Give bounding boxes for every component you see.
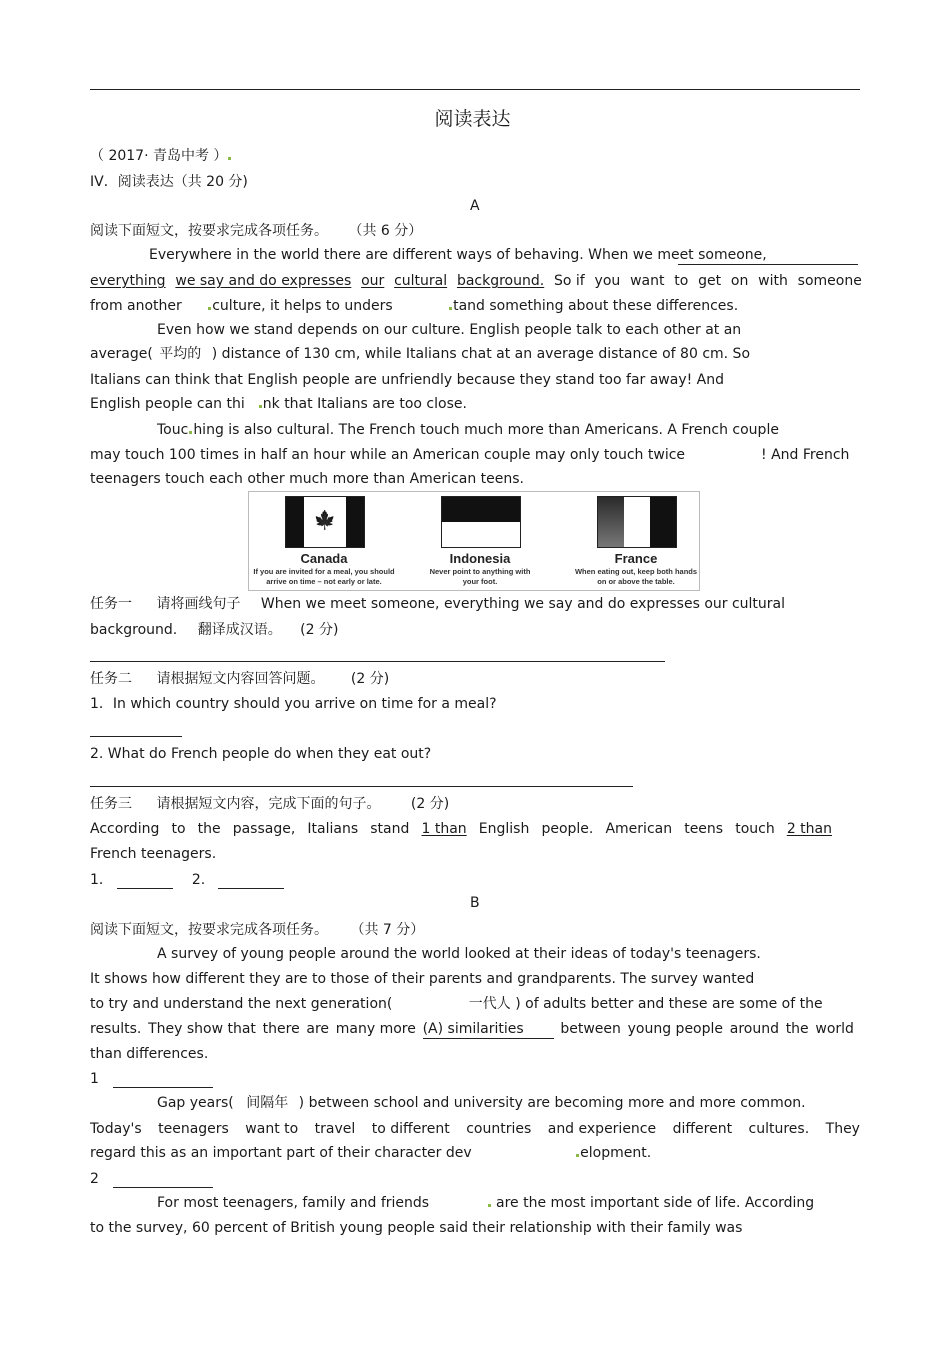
task2-label: 任务二 [90,671,132,687]
b-p1-line2: It shows how different they are to those of their parents and grandparents. The survey wanted [90,971,755,987]
b-p2-line3-a: regard this as an important part of their character dev [90,1145,472,1161]
b-word: They show that [148,1021,256,1037]
canada-caption-2: arrive on time – not early or late. [266,577,382,586]
a-p1-word: we say and do expresses [175,273,352,289]
a-p1-word: background. [456,273,545,289]
b-word: want to [245,1121,299,1137]
a-p1-word: everything [90,273,166,289]
a-p2-line4-a: English people can thi [90,396,245,412]
b-p1-line3 [90,995,823,1013]
a-p1-word: you [594,273,621,289]
b-word: the [785,1021,809,1037]
b-p2-line2 [90,1120,860,1138]
b-word: there [262,1021,300,1037]
b-p1-line1: A survey of young people around the world looked at their ideas of today's teenagers. [157,946,761,962]
task1-text-c: background. [90,622,178,638]
b-word: countries [466,1121,532,1137]
a-p2-line2-a: average( [90,346,153,362]
t3-word: the [197,821,221,837]
mark-dot [189,431,192,434]
t3-word: American [605,821,673,837]
t3-word: passage, [232,821,296,837]
source-line [90,145,232,165]
a-p2-line2 [90,345,750,363]
part-b-instruction-text: 阅读下面短文，按要求完成各项任务。 [90,922,328,938]
task1-text-b: When we meet someone, everything we say and do expresses our cultural [260,596,786,612]
section-heading: IV．阅读表达（共 20 分) [90,174,248,190]
top-rule [90,89,860,90]
france-flag [597,496,677,548]
b-p1-line5: than differences. [90,1046,209,1062]
mark-dot [259,405,262,408]
task1-text-d: 翻译成汉语。 [197,622,282,638]
t3-answer-1-blank[interactable] [117,874,173,889]
t3-answer-2-blank[interactable] [218,874,284,889]
a-p1-word: with [758,273,788,289]
mark-dot [208,307,211,310]
b-word: different [672,1121,733,1137]
b-word: and experience [547,1121,657,1137]
b-p3-line2: to the survey, 60 percent of British young people said their relationship with their family was [90,1220,743,1236]
b-blank-1 [90,1070,213,1088]
b-p3-line1 [157,1194,814,1212]
mark-dot [488,1204,491,1207]
mark-dot [576,1154,579,1157]
task1-label: 任务一 [90,596,132,612]
part-b-label: B [470,895,480,911]
q2-answer-line[interactable] [90,786,633,787]
a-p2-line4 [90,395,467,413]
a-p1-word: someone [797,273,862,289]
b-underlined-phrase: (A) similarities [423,1020,554,1039]
a-p3-line2b: ! And French [761,447,850,463]
a-underline-1 [678,264,858,265]
b-word: to different [371,1121,450,1137]
a-p3-line1-a: Touc [157,422,189,438]
b-word: teenagers [158,1121,229,1137]
a-p1-word: our [361,273,385,289]
task3-heading [90,795,449,813]
b-word: travel [314,1121,356,1137]
task2-text: 请根据短文内容回答问题。 [156,671,325,687]
a-p1-line3-b: culture, it helps to unders [212,298,393,314]
t3-blank-2[interactable]: 2 than [786,821,832,837]
a-p2-line1: Even how we stand depends on our culture. English people talk to each other at an [157,322,742,338]
france-caption-1: When eating out, keep both hands [574,567,698,576]
task2-heading [90,670,389,688]
b-blank-1-line[interactable] [113,1073,213,1088]
task1-line1 [90,595,785,613]
a-p1-line2 [90,272,862,290]
task1-answer-line[interactable] [90,661,665,662]
a-p1-word: to [674,273,689,289]
part-a-instruction-text: 阅读下面短文，按要求完成各项任务。 [90,223,328,239]
mark-dot [228,157,231,160]
a-p1-word: So if [554,273,585,289]
part-a-instruction [90,220,422,240]
q1-answer-line[interactable] [90,736,182,737]
b-p2-line1-a: Gap years( [157,1095,234,1111]
a-p3-line2a: may touch 100 times in half an hour while an American couple may only touch twice [90,447,686,463]
part-b-score: （共 7 分） [350,922,425,938]
indonesia-label: Indonesia [449,551,511,566]
b-word: between [560,1021,621,1037]
t3-word: stand [370,821,410,837]
a-p1-line1 [149,246,767,264]
page-title: 阅读表达 [434,108,511,130]
a-p1-word: on [730,273,749,289]
task3-label: 任务三 [90,796,132,812]
b-p2-gloss: 间隔年 [246,1095,289,1111]
t3-word: to [171,821,186,837]
b-word: many more [335,1021,416,1037]
t3-word: teens [684,821,724,837]
task1-score: (2 分) [300,622,339,638]
a-p2-line3: Italians can think that English people are unfriendly because they stand too far away! And [90,372,725,388]
task3-line1 [90,820,832,838]
b-word: results. [90,1021,142,1037]
source-text: （ 2017· 青岛中考 ） [90,148,228,164]
b-word: young people [627,1021,724,1037]
maple-leaf-icon: 🍁 [313,510,337,531]
part-a-score: （共 6 分） [348,223,423,239]
canada-caption-1: If you are invited for a meal, you should [253,567,395,576]
a-p3-line1-b: hing is also cultural. The French touch much more than Americans. A French couple [193,422,779,438]
b-p1-line3-a: to try and understand the next generation( [90,996,393,1012]
flags-image [248,491,700,591]
t3-answer-2-label: 2. [191,872,206,888]
canada-label: Canada [300,551,348,566]
task1-line2 [90,621,338,639]
b-blank-2-num: 2 [90,1171,99,1187]
b-p3-line1-b: are the most important side of life. According [495,1195,815,1211]
canada-flag [285,496,365,548]
part-a-label: A [470,198,480,214]
part-b-instruction [90,919,424,939]
france-label: France [614,551,658,566]
task3-text: 请根据短文内容，完成下面的句子。 [156,796,381,812]
b-blank-2 [90,1170,213,1188]
task2-question-2: 2. What do French people do when they eat out? [90,746,432,762]
t3-word: According [90,821,160,837]
a-p1-line3 [90,297,738,315]
t3-blank-1[interactable]: 1 than [421,821,467,837]
a-p3-line3: teenagers touch each other much more than American teens. [90,471,524,487]
b-p2-line3-b: elopment. [580,1145,652,1161]
b-word: cultures. [748,1121,810,1137]
b-word: They [825,1121,860,1137]
indonesia-caption-2: your foot. [462,577,498,586]
b-p2-line3 [90,1144,651,1162]
b-p1-line4 [90,1020,854,1039]
task3-score: (2 分) [410,796,450,812]
a-p1-line3-c: tand something about these differences. [453,298,739,314]
t3-word: touch [735,821,775,837]
b-p2-line1 [157,1094,806,1112]
task2-question-1: 1．In which country should you arrive on time for a meal? [90,696,497,712]
a-p2-gloss: 平均的 [159,346,202,362]
b-word: Today's [90,1121,142,1137]
a-p1-line3-a: from another [90,298,182,314]
b-word: around [729,1021,779,1037]
t3-answer-1-label: 1． [90,872,113,888]
task2-score: (2 分) [350,671,390,687]
task3-answers [90,871,284,889]
a-p2-line2-c: ) distance of 130 cm, while Italians chat at an average distance of 80 cm. So [211,346,751,362]
mark-dot [449,307,452,310]
t3-word: Italians [307,821,359,837]
b-word: world [815,1021,854,1037]
t3-word: English [478,821,530,837]
indonesia-caption-1: Never point to anything with [429,567,531,576]
b-word: are [306,1021,330,1037]
a-p2-line4-b: nk that Italians are too close. [262,396,467,412]
b-p3-line1-a: For most teenagers, family and friends [157,1195,430,1211]
b-p1-line3-c: ) of adults better and these are some of the [515,996,823,1012]
indonesia-flag [441,496,521,548]
a-p1-word: cultural [394,273,448,289]
a-p1-line1-text: Everywhere in the world there are different ways of behaving. When we meet someone, [149,247,767,263]
a-p3-line1 [157,421,779,439]
a-p1-word: get [698,273,722,289]
b-p1-gloss: 一代人 [468,996,511,1012]
task1-text-a: 请将画线句子 [156,596,241,612]
a-p1-word: want [630,273,665,289]
task3-line2: French teenagers. [90,846,217,862]
b-blank-1-num: 1 [90,1071,99,1087]
t3-word: people. [541,821,594,837]
b-blank-2-line[interactable] [113,1173,213,1188]
b-p2-line1-c: ) between school and university are becoming more and more common. [298,1095,806,1111]
france-caption-2: on or above the table. [597,577,675,586]
